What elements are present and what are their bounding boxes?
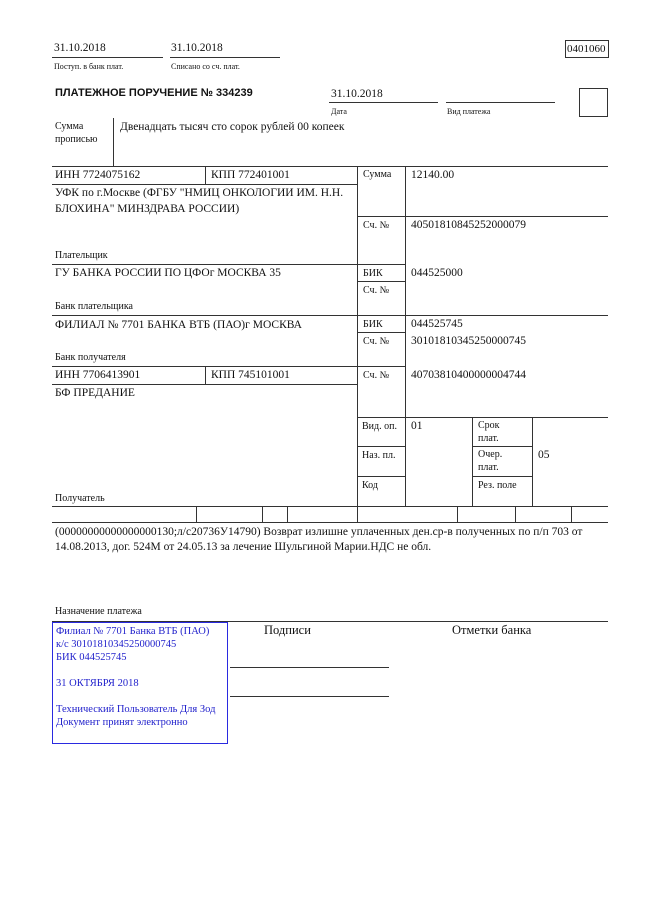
payment-purpose-text: (00000000000000000130;л/с20736У14790) Возврат излишне уплаченных ден.ср-в полученных по п/п 703 от 14.08.2013, дог. 524М от 24.05.13 за лечение Шульгиной Марии.НДС не обл. [55,526,583,553]
payment-type-label: Вид платежа [447,107,491,116]
bank-stamp [52,622,228,744]
priority-value: 05 [538,449,550,461]
date-label: Дата [331,107,347,116]
divider [357,417,608,418]
amount-label: Сумма [363,169,392,180]
payer-name: УФК по г.Москве (ФГБУ "НМИЦ ОНКОЛОГИИ ИМ. Н.Н. БЛОХИНА" МИНЗДРАВА РОССИИ) [55,187,344,215]
payee-bik: 044525745 [411,318,463,330]
payee-bank-name: ФИЛИАЛ № 7701 БАНКА ВТБ (ПАО)г МОСКВА [55,319,302,331]
payer-bank-name: ГУ БАНКА РОССИИ ПО ЦФОг МОСКВА 35 [55,267,281,279]
received-date: 31.10.2018 [54,42,106,54]
amount-words-label: Сумма прописью [55,121,98,145]
payee-account: 40703810400000004744 [411,369,526,381]
payee-bank-account-label: Сч. № [363,336,390,347]
op-type-label: Вид. оп. [362,421,397,432]
page-title: ПЛАТЕЖНОЕ ПОРУЧЕНИЕ № 334239 [55,87,253,99]
divider [52,506,608,507]
stamp-bank: Филиал № 7701 Банка ВТБ (ПАО) [56,626,210,637]
divider [52,366,405,367]
stamp-status: Документ принят электронно [56,717,188,728]
divider [329,102,438,103]
divider [52,57,163,58]
payee-label: Получатель [55,493,105,504]
divider [52,166,608,167]
amount-value: 12140.00 [411,169,455,181]
divider [532,417,533,506]
divider [472,446,532,447]
divider [52,264,405,265]
divider [357,506,358,522]
divider [357,446,405,447]
divider [405,166,406,506]
bank-marks-label: Отметки банка [452,623,532,637]
purpose-code-label: Наз. пл. [362,450,396,461]
payer-inn: ИНН 7724075162 [55,169,141,181]
amount-words: Двенадцать тысяч сто сорок рублей 00 копеек [120,121,345,133]
divider [170,57,280,58]
divider [113,118,114,166]
payer-bik: 044525000 [411,267,463,279]
payee-bik-label: БИК [363,319,383,330]
form-code-box [565,40,609,58]
payee-bank-account: 30101810345250000745 [411,335,526,347]
divider [472,476,532,477]
debited-label: Списано со сч. плат. [171,62,240,71]
payee-bank-label: Банк получателя [55,352,126,363]
divider [287,506,288,522]
payee-account-label: Сч. № [363,370,390,381]
payer-bank-account-label: Сч. № [363,285,390,296]
divider [52,315,608,316]
payee-name: БФ ПРЕДАНИЕ [55,387,135,399]
payer-account-label: Сч. № [363,220,390,231]
reserve-label: Рез. поле [478,480,517,491]
divider [571,506,572,522]
divider [52,522,608,523]
divider [205,366,206,384]
divider [515,506,516,522]
divider [472,417,473,506]
form-code: 0401060 [567,43,606,55]
payee-inn: ИНН 7706413901 [55,369,141,381]
divider [196,506,197,522]
payment-type-box [579,88,608,117]
divider [205,166,206,184]
divider [357,281,405,282]
signature-line [230,696,389,697]
payer-bank-label: Банк плательщика [55,301,133,312]
priority-label: Очер. плат. [478,449,503,473]
divider [262,506,263,522]
stamp-date: 31 ОКТЯБРЯ 2018 [56,678,139,689]
debited-date: 31.10.2018 [171,42,223,54]
payer-account: 40501810845252000079 [411,219,526,231]
divider [446,102,555,103]
payee-kpp: КПП 745101001 [211,369,290,381]
divider [357,332,405,333]
document-date: 31.10.2018 [331,88,383,100]
received-label: Поступ. в банк плат. [54,62,124,71]
code-label: Код [362,480,378,491]
stamp-corr-account: к/с 30101810345250000745 [56,639,177,650]
term-label: Срок плат. [478,420,500,444]
payment-purpose-label: Назначение платежа [55,606,142,617]
payer-kpp: КПП 772401001 [211,169,290,181]
divider [52,384,357,385]
op-type: 01 [411,420,423,432]
divider [457,506,458,522]
stamp-user: Технический Пользователь Для Зод [56,704,216,715]
payer-bik-label: БИК [363,268,383,279]
stamp-bik: БИК 044525745 [56,652,127,663]
divider [357,476,405,477]
signatures-label: Подписи [264,623,311,637]
payer-label: Плательщик [55,250,108,261]
divider [357,216,608,217]
signature-line [230,667,389,668]
divider [357,166,358,506]
